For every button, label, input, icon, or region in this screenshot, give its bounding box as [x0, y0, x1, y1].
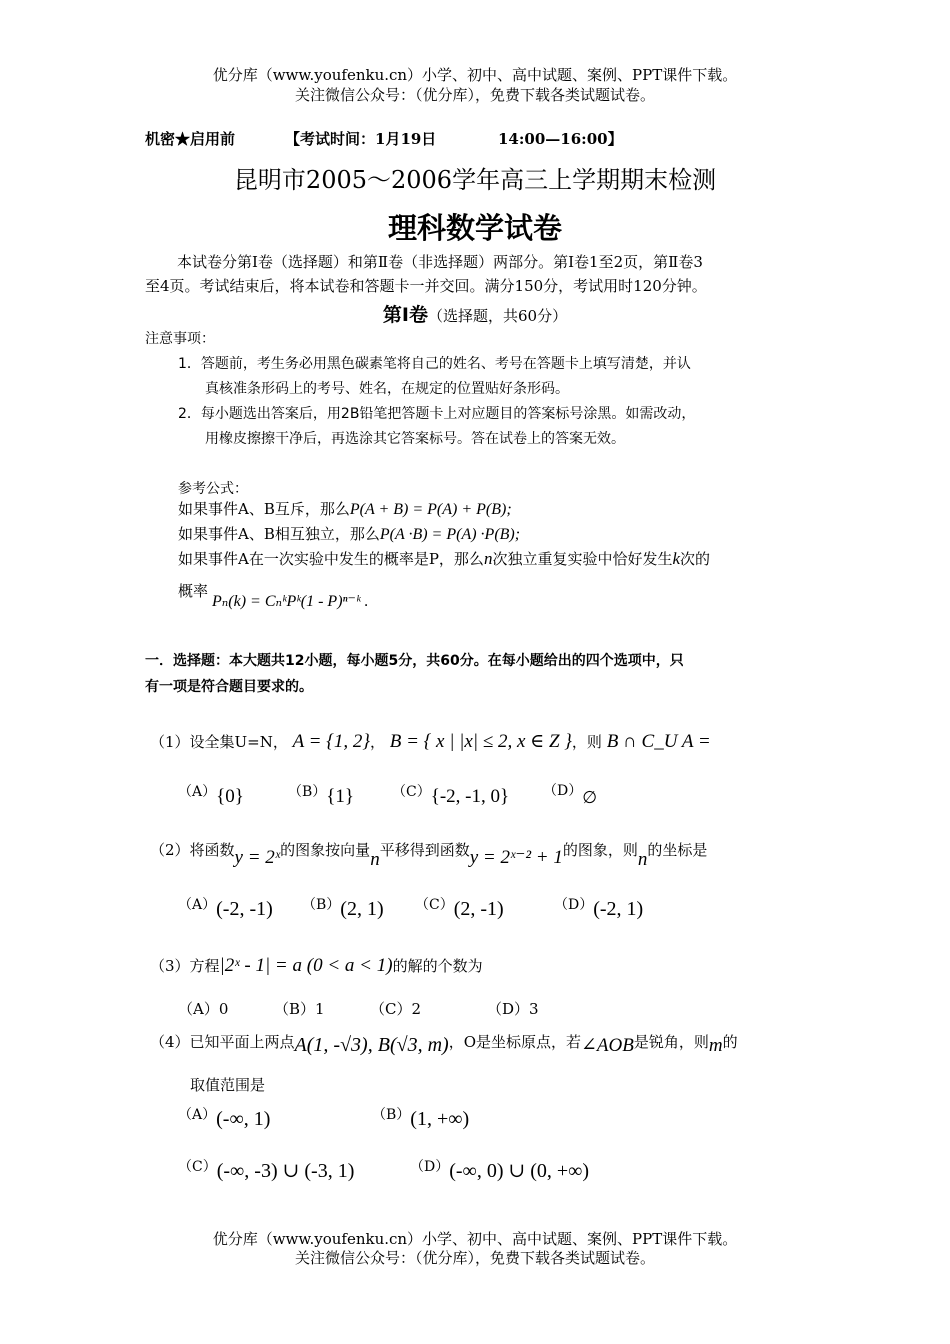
q1-option-c-value: {-2, -1, 0} — [430, 786, 510, 807]
q2-option-d[interactable] — [554, 892, 644, 920]
q1-option-a-value: {0} — [216, 786, 244, 807]
q2-option-b-value: (2, 1) — [340, 898, 384, 920]
q4-option-d[interactable] — [410, 1152, 590, 1182]
q4-option-d-label: （D） — [410, 1159, 450, 1175]
q1-option-d-value: ∅ — [582, 788, 598, 807]
footer-line-1: 优分库（www.youfenku.cn）小学、初中、高中试题、案例、PPT课件下载。 — [212, 1230, 738, 1248]
q2-option-a-value: (-2, -1) — [216, 898, 273, 920]
question-1 — [150, 730, 711, 753]
q2-option-b[interactable] — [302, 892, 384, 920]
q4-m: m — [708, 1035, 723, 1056]
footer-line-2: 关注微信公众号：（优分库），免费下载各类试题试卷。 — [294, 1249, 655, 1267]
q4-option-a-label: （A） — [178, 1107, 217, 1123]
formula-3-n: n — [483, 549, 493, 568]
exam-hours: 14:00—16:00】 — [498, 130, 623, 148]
formula-2-text: 如果事件A、B相互独立，那么 — [178, 525, 380, 543]
formula-4 — [178, 580, 369, 610]
q2-option-c[interactable] — [415, 892, 504, 920]
intro-line-1: 本试卷分第Ⅰ卷（选择题）和第Ⅱ卷（非选择题）两部分。第Ⅰ卷1至2页，第Ⅱ卷3 — [177, 253, 703, 271]
q4-option-b-value: (1, +∞) — [410, 1108, 470, 1130]
q4-angle: ∠AOB — [581, 1035, 634, 1056]
q1-set-a: A = {1, 2} — [292, 731, 370, 752]
notice-item-2-cont: 用橡皮擦擦干净后，再选涂其它答案标号。答在试卷上的答案无效。 — [205, 431, 625, 447]
q2-option-d-label: （D） — [554, 897, 594, 913]
part-note: （选择题，共60分） — [427, 307, 568, 325]
notice-item-1: 1．答题前，考生务必用黑色碳素笔将自己的姓名、考号在答题卡上填写清楚，并认 — [178, 356, 691, 372]
q4-option-b[interactable] — [372, 1102, 470, 1130]
q4-stem-line-2: 取值范围是 — [190, 1076, 266, 1094]
formula-3-k: k — [672, 549, 680, 568]
q3-stem-a: （3）方程 — [150, 957, 220, 975]
section-heading: 一．选择题：本大题共12小题，每小题5分，共60分。在每小题给出的四个选项中，只 — [145, 653, 684, 669]
q2-stem-b: 的图象按向量 — [280, 841, 371, 859]
notice-heading: 注意事项： — [145, 331, 215, 347]
q2-stem-c: 平移得到函数 — [379, 841, 470, 859]
question-3 — [150, 955, 483, 977]
q3-option-b-label: （B） — [274, 1000, 316, 1018]
q3-option-d-value: 3 — [529, 1000, 539, 1018]
question-4 — [150, 1030, 738, 1056]
q4-option-c[interactable] — [178, 1152, 355, 1182]
formula-2-math: P(A ·B) = P(A) ·P(B); — [379, 526, 521, 543]
formula-1 — [178, 498, 512, 519]
q2-func-1: y = 2ˣ — [234, 847, 281, 868]
formula-4-math: Pₙ(k) = CₙᵏPᵏ(1 - P)ⁿ⁻ᵏ . — [212, 593, 369, 610]
q1-option-c-label: （C） — [392, 784, 431, 800]
q4-option-c-label: （C） — [178, 1159, 217, 1175]
q4-option-c-value: (-∞, -3) ∪ (-3, 1) — [216, 1160, 355, 1182]
q4-points: A(1, -√3), B(√3, m) — [294, 1034, 449, 1056]
header-line-1: 优分库（www.youfenku.cn）小学、初中、高中试题、案例、PPT课件下载。 — [212, 66, 738, 84]
q1-option-b-value: {1} — [326, 786, 355, 807]
q1-set-b: B = { x | |x| ≤ 2, x ∈ Z } — [389, 731, 572, 752]
q2-option-c-value: (2, -1) — [453, 898, 504, 920]
formula-3-c: 次的 — [680, 550, 711, 568]
formula-heading: 参考公式： — [178, 481, 248, 497]
q1-option-a[interactable] — [178, 780, 244, 807]
exam-time: 【考试时间：1月19日 — [285, 130, 437, 148]
formula-3-b: 次独立重复实验中恰好发生 — [492, 550, 673, 568]
q3-option-a[interactable] — [178, 998, 228, 1019]
q3-option-a-label: （A） — [178, 1000, 219, 1018]
q1-then: ，则 — [571, 733, 602, 751]
q1-option-d-label: （D） — [543, 783, 583, 799]
q2-option-d-value: (-2, 1) — [593, 898, 644, 920]
q2-vector: n — [370, 849, 380, 870]
q1-option-a-label: （A） — [178, 784, 217, 800]
q3-option-d[interactable] — [487, 998, 539, 1019]
question-2 — [150, 838, 708, 870]
q2-option-c-label: （C） — [415, 897, 454, 913]
q4-option-b-label: （B） — [372, 1107, 411, 1123]
q4-stem-c: 是锐角，则 — [633, 1033, 709, 1051]
formula-3-a: 如果事件A在一次实验中发生的概率是P，那么 — [178, 550, 484, 568]
q3-equation: |2ˣ - 1| = a (0 < a < 1) — [219, 955, 393, 976]
q4-option-a[interactable] — [178, 1102, 271, 1130]
formula-2 — [178, 523, 520, 544]
header-line-2: 关注微信公众号：（优分库），免费下载各类试题试卷。 — [294, 86, 655, 104]
part-title: 第Ⅰ卷 — [382, 304, 428, 326]
q1-option-c[interactable] — [392, 780, 510, 807]
q3-option-a-value: 0 — [218, 1000, 229, 1018]
q2-stem-a: （2）将函数 — [150, 841, 235, 859]
section-heading-cont: 有一项是符合题目要求的。 — [145, 679, 313, 695]
q2-option-a[interactable] — [178, 892, 273, 920]
q3-option-d-label: （D） — [487, 1000, 530, 1018]
formula-3 — [178, 548, 710, 569]
q2-stem-d: 的图象，则 — [562, 841, 638, 859]
notice-item-2: 2．每小题选出答案后，用2B铅笔把答题卡上对应题目的答案标号涂黑。如需改动， — [178, 406, 696, 422]
q3-option-b[interactable] — [274, 998, 325, 1019]
q2-stem-e: 的坐标是 — [647, 841, 708, 859]
q4-option-d-value: (-∞, 0) ∪ (0, +∞) — [449, 1160, 590, 1182]
q4-stem-a: （4）已知平面上两点 — [150, 1033, 295, 1051]
q3-option-b-value: 1 — [315, 1000, 325, 1018]
q1-option-b-label: （B） — [288, 784, 327, 800]
q4-stem-b: ，O是坐标原点，若 — [448, 1033, 581, 1051]
q1-option-d[interactable] — [543, 780, 598, 807]
q2-option-b-label: （B） — [302, 897, 341, 913]
formula-4-text: 概率 — [178, 582, 209, 600]
q3-option-c-label: （C） — [370, 1000, 412, 1018]
q4-option-a-value: (-∞, 1) — [216, 1108, 271, 1130]
page-title: 昆明市2005～2006学年高三上学期期末检测 — [233, 166, 717, 194]
q2-func-2: y = 2ˣ⁻² + 1 — [469, 847, 563, 868]
part-heading — [0, 300, 950, 327]
q4-stem-d: 的 — [722, 1033, 738, 1051]
q3-stem-b: 的解的个数为 — [392, 957, 483, 975]
q1-expr: B ∩ C_U A = — [606, 731, 711, 752]
formula-1-math: P(A + B) = P(A) + P(B); — [349, 501, 512, 518]
secret-label: 机密★启用前 — [145, 130, 236, 148]
q1-comma: ， — [369, 733, 385, 751]
q1-option-b[interactable] — [288, 780, 355, 807]
notice-item-1-cont: 真核准条形码上的考号、姓名，在规定的位置贴好条形码。 — [205, 381, 569, 397]
intro-line-2: 至4页。考试结束后，将本试卷和答题卡一并交回。满分150分，考试用时120分钟。 — [145, 277, 707, 295]
q2-option-a-label: （A） — [178, 897, 217, 913]
formula-1-text: 如果事件A、B互斥，那么 — [178, 500, 350, 518]
q2-vector-2: n — [637, 849, 648, 870]
q1-stem: （1）设全集U=N， — [150, 733, 288, 751]
q3-option-c[interactable] — [370, 998, 421, 1019]
q3-option-c-value: 2 — [411, 1000, 422, 1018]
page-subtitle: 理科数学试卷 — [387, 211, 562, 245]
